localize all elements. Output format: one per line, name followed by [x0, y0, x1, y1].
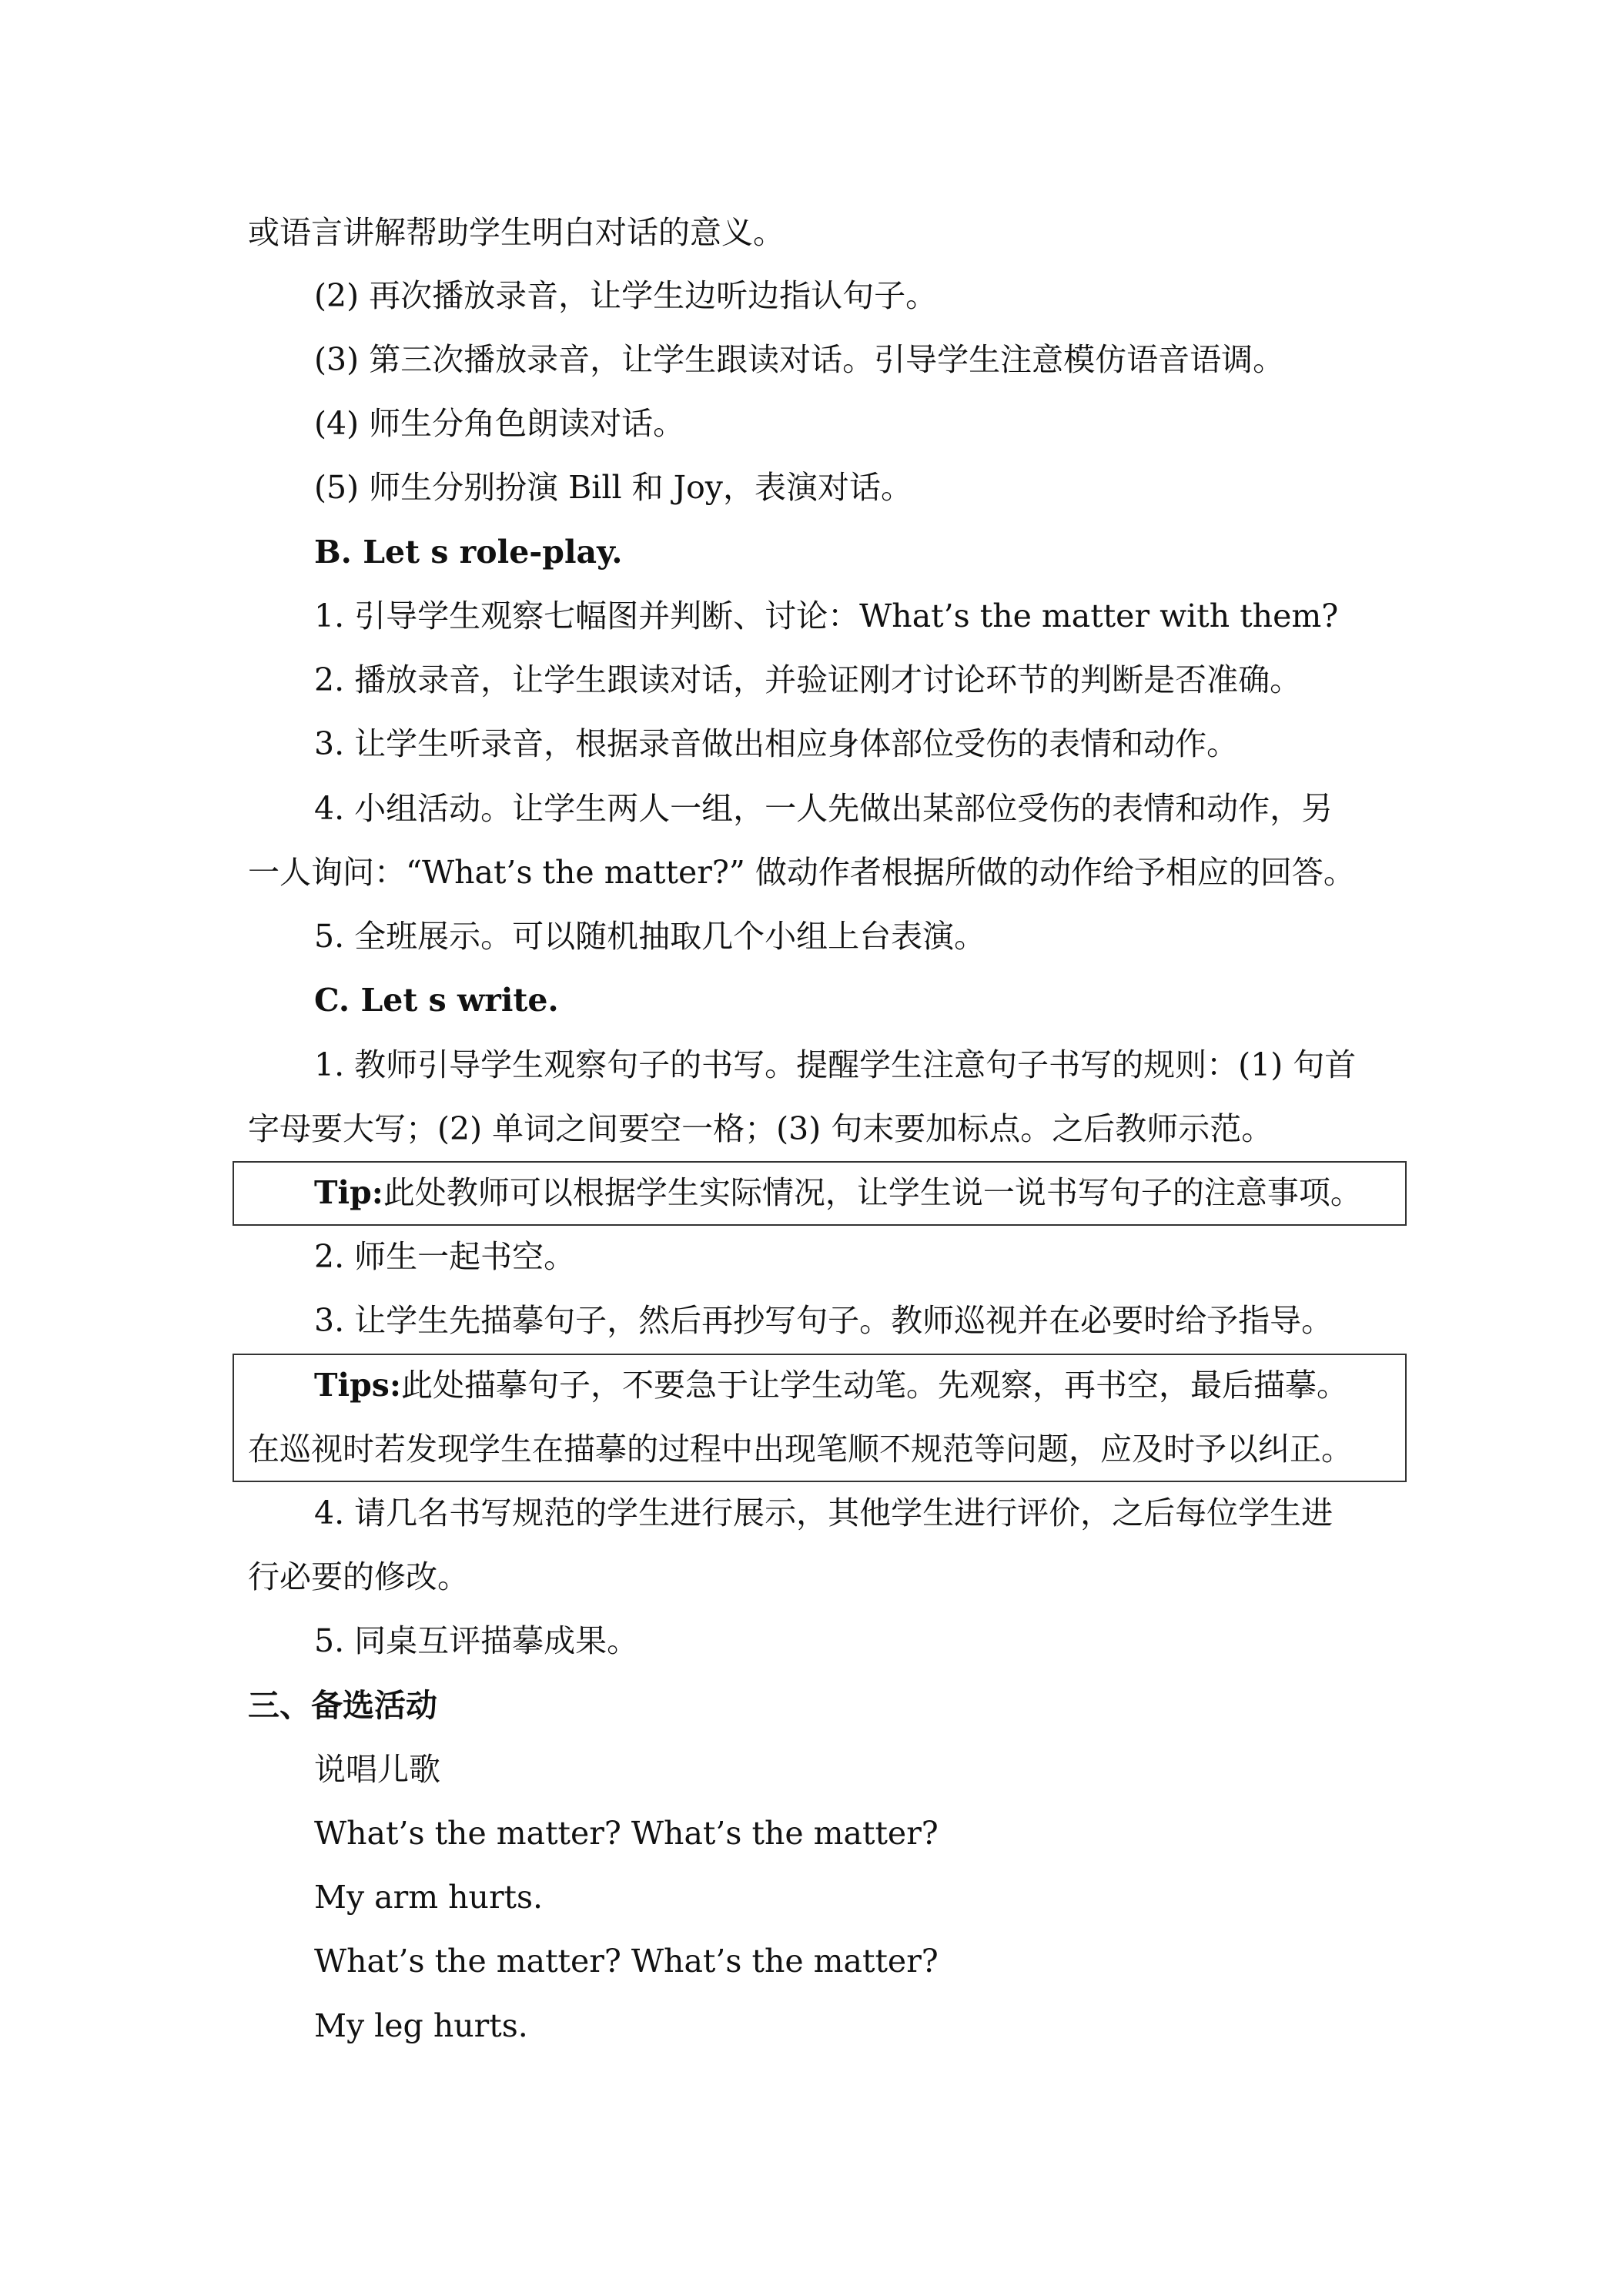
text-line: (3) 第三次播放录音，让学生跟读对话。引导学生注意模仿语音语调。 [314, 341, 1285, 378]
tip-text: 此处教师可以根据学生实际情况，让学生说一说书写句子的注意事项。 [383, 1174, 1362, 1211]
tip-line [314, 1367, 1348, 1404]
step-line: 1. 引导学生观察七幅图并判断、讨论：What’s the matter with them? [314, 597, 1339, 634]
tip-label: Tip: [314, 1174, 383, 1211]
step-line: 3. 让学生听录音，根据录音做出相应身体部位受伤的表情和动作。 [314, 725, 1239, 762]
step-line: 2. 师生一起书空。 [314, 1238, 576, 1275]
step-line: 3. 让学生先描摹句子，然后再抄写句子。教师巡视并在必要时给予指导。 [314, 1302, 1334, 1339]
activity-title: 说唱儿歌 [314, 1751, 440, 1788]
song-line: What’s the matter? What’s the matter? [314, 1815, 939, 1852]
step-line: 2. 播放录音，让学生跟读对话，并验证刚才讨论环节的判断是否准确。 [314, 661, 1302, 698]
song-line: My leg hurts. [314, 2007, 528, 2044]
step-line: 行必要的修改。 [248, 1558, 469, 1595]
section-heading-c: C. Let s write. [314, 982, 559, 1019]
tips-text: 此处描摹句子，不要急于让学生动笔。先观察，再书空，最后描摹。 [400, 1367, 1348, 1404]
step-line: 5. 同桌互评描摹成果。 [314, 1622, 639, 1659]
step-line: 4. 请几名书写规范的学生进行展示，其他学生进行评价，之后每位学生进 [314, 1494, 1334, 1531]
section-heading-3: 三、备选活动 [248, 1687, 437, 1724]
step-line: 4. 小组活动。让学生两人一组，一人先做出某部位受伤的表情和动作，另 [314, 790, 1334, 827]
text-line: (4) 师生分角色朗读对话。 [314, 405, 685, 442]
step-line: 一人询问：“What’s the matter?” 做动作者根据所做的动作给予相应的回答。 [248, 854, 1355, 891]
text-line: (2) 再次播放录音，让学生边听边指认句子。 [314, 277, 938, 314]
tip-line: 在巡视时若发现学生在描摹的过程中出现笔顺不规范等问题，应及时予以纠正。 [248, 1431, 1353, 1468]
tip-line [314, 1174, 1362, 1211]
section-heading-b: B. Let s role-play. [314, 534, 623, 571]
song-line: My arm hurts. [314, 1879, 544, 1916]
text-line: 或语言讲解帮助学生明白对话的意义。 [248, 214, 785, 251]
text-line: (5) 师生分别扮演 Bill 和 Joy，表演对话。 [314, 469, 912, 506]
step-line: 字母要大写；(2) 单词之间要空一格；(3) 句末要加标点。之后教师示范。 [248, 1110, 1273, 1147]
tips-label: Tips: [314, 1367, 401, 1404]
step-line: 5. 全班展示。可以随机抽取几个小组上台表演。 [314, 918, 986, 955]
song-line: What’s the matter? What’s the matter? [314, 1943, 939, 1980]
step-line: 1. 教师引导学生观察句子的书写。提醒学生注意句子书写的规则：(1) 句首 [314, 1046, 1357, 1083]
